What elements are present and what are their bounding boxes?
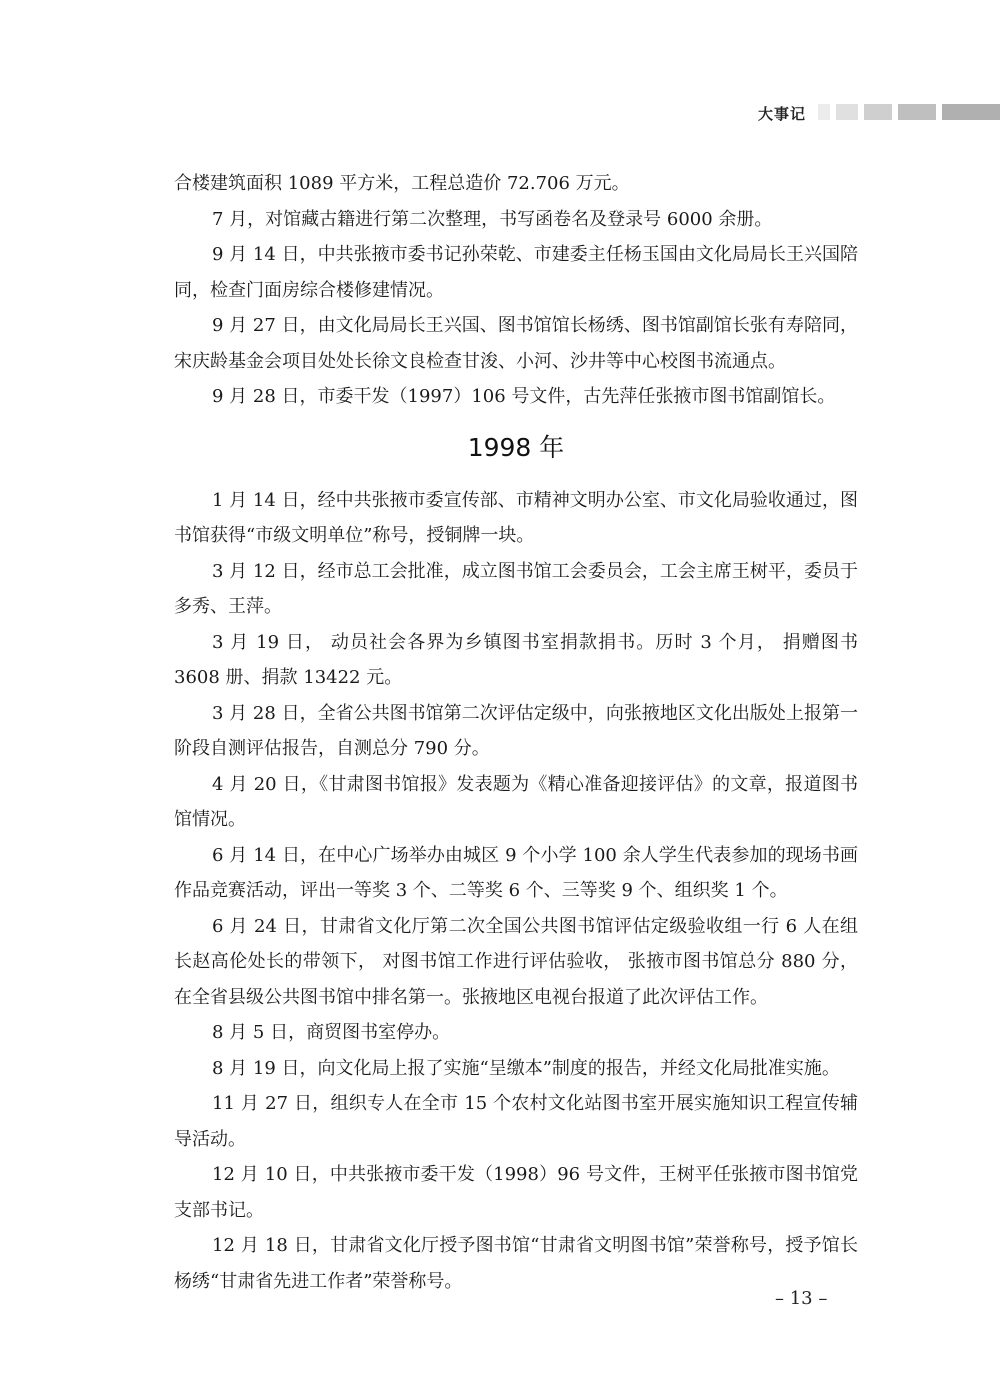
- paragraph: 6 月 24 日，甘肃省文化厅第二次全国公共图书馆评估定级验收组一行 6 人在组长赵高伦处长的带领下， 对图书馆工作进行评估验收， 张掖市图书馆总分 880 分，在全省县级公共图书馆中排名第一。张掖地区电视台报道了此次评估工作。: [174, 915, 858, 1008]
- paragraph: 9 月 14 日，中共张掖市委书记孙荣乾、市建委主任杨玉国由文化局局长王兴国陪同，检查门面房综合楼修建情况。: [174, 244, 858, 301]
- header-block: [942, 104, 1000, 120]
- paragraph: 11 月 27 日，组织专人在全市 15 个农村文化站图书室开展实施知识工程宣传辅导活动。: [174, 1093, 858, 1150]
- paragraph: 3 月 19 日， 动员社会各界为乡镇图书室捐款捐书。历时 3 个月， 捐赠图书 3608 册、捐款 13422 元。: [174, 631, 858, 688]
- year-heading: 1998 年: [467, 432, 565, 462]
- paragraph: 8 月 5 日，商贸图书室停办。: [212, 1022, 451, 1043]
- paragraph: 8 月 19 日，向文化局上报了实施“呈缴本”制度的报告，并经文化局批准实施。: [212, 1057, 840, 1079]
- page-body: [174, 166, 858, 1299]
- paragraph: 4 月 20 日，《甘肃图书馆报》发表题为《精心准备迎接评估》的文章，报道图书馆情况。: [174, 773, 858, 830]
- paragraph: 12 月 18 日，甘肃省文化厅授予图书馆“甘肃省文明图书馆”荣誉称号，授予馆长杨绣“甘肃省先进工作者”荣誉称号。: [174, 1235, 858, 1292]
- paragraph: 9 月 27 日，由文化局局长王兴国、图书馆馆长杨绣、图书馆副馆长张有寿陪同，宋庆龄基金会项目处处长徐文良检查甘浚、小河、沙井等中心校图书流通点。: [174, 315, 858, 372]
- paragraph: 合楼建筑面积 1089 平方米，工程总造价 72.706 万元。: [174, 173, 630, 194]
- header-block: [864, 104, 892, 120]
- paragraph: 3 月 12 日，经市总工会批准，成立图书馆工会委员会，工会主席王树平，委员于多秀、王萍。: [174, 560, 858, 617]
- paragraph: 7 月，对馆藏古籍进行第二次整理，书写函卷名及登录号 6000 余册。: [212, 208, 773, 230]
- header-block: [818, 104, 830, 120]
- paragraph: 1 月 14 日，经中共张掖市委宣传部、市精神文明办公室、市文化局验收通过，图书馆获得“市级文明单位”称号，授铜牌一块。: [174, 489, 858, 546]
- page-number: – 13 –: [775, 1288, 828, 1309]
- paragraph: 6 月 14 日，在中心广场举办由城区 9 个小学 100 余人学生代表参加的现场书画作品竞赛活动，评出一等奖 3 个、二等奖 6 个、三等奖 9 个、组织奖 1 个。: [174, 844, 858, 901]
- paragraph: 9 月 28 日，市委干发（1997）106 号文件，古先萍任张掖市图书馆副馆长。: [212, 386, 836, 407]
- header-block: [836, 104, 858, 120]
- paragraph: 12 月 10 日，中共张掖市委干发（1998）96 号文件，王树平任张掖市图书馆党支部书记。: [174, 1164, 858, 1221]
- paragraph: 3 月 28 日，全省公共图书馆第二次评估定级中，向张掖地区文化出版处上报第一阶段自测评估报告，自测总分 790 分。: [174, 702, 858, 759]
- header-block: [898, 104, 936, 120]
- section-title: 大事记: [758, 105, 807, 123]
